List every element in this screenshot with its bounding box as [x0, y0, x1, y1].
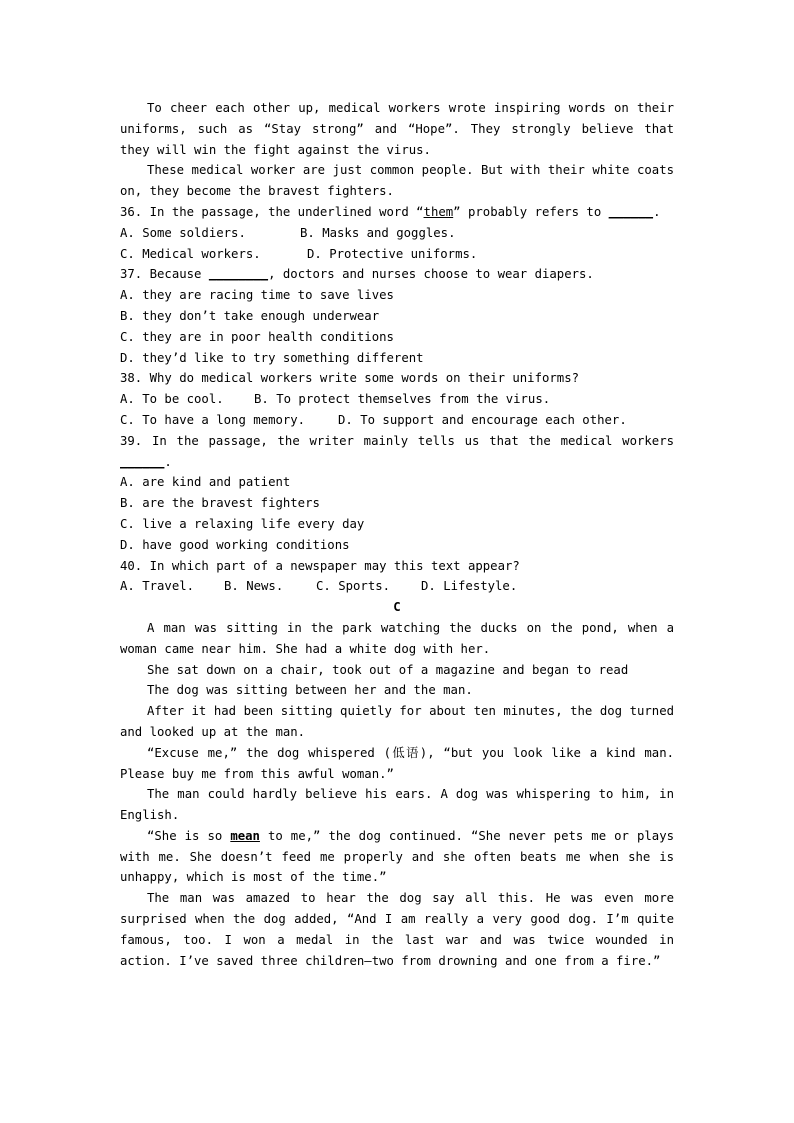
question-39-stem: 39. In the passage, the writer mainly tells us that the medical workers ______.	[120, 433, 674, 469]
option-b: B. they don’t take enough underwear	[120, 308, 380, 323]
option-d: D. Protective uniforms.	[307, 246, 478, 261]
option-d: D. Lifestyle.	[421, 579, 518, 594]
question-40-stem: 40. In which part of a newspaper may this text appear?	[120, 558, 520, 573]
option-a: A. are kind and patient	[120, 475, 291, 490]
option-b: B. are the bravest fighters	[120, 496, 320, 511]
option-a: A. Some soldiers.	[120, 225, 246, 240]
passage-paragraph: After it had been sitting quietly for about ten minutes, the dog turned and looked up at the man.	[120, 704, 674, 739]
passage-paragraph: The dog was sitting between her and the man.	[147, 683, 473, 698]
question-36-options-row-2	[120, 244, 674, 265]
option-b: B. News.	[224, 579, 284, 594]
option-d: D. they’d like to try something different	[120, 350, 424, 365]
underlined-word-them: them	[423, 204, 454, 219]
question-40-options-row	[120, 576, 674, 597]
option-a: A. they are racing time to save lives	[120, 288, 394, 303]
passage-paragraph: To cheer each other up, medical workers wrote inspiring words on their uniforms, such as “Stay strong” and “Hope”. They strongly believe that they will win the fight against the virus.	[120, 101, 674, 157]
passage-paragraph: These medical worker are just common people. But with their white coats on, they become the bravest fighters.	[120, 163, 674, 199]
option-a: A. To be cool.	[120, 392, 224, 407]
question-38-stem: 38. Why do medical workers write some words on their uniforms?	[120, 371, 580, 386]
option-c: C. To have a long memory.	[120, 412, 306, 427]
passage-paragraph: “She is so mean to me,” the dog continued. “She never pets me or plays with me. She doesn’t feed me properly and she often beats me when she is unhappy, which is most of the time.”	[120, 828, 674, 885]
passage-paragraph: The man could hardly believe his ears. A dog was whispering to him, in English.	[120, 787, 674, 823]
option-c: C. live a relaxing life every day	[120, 516, 365, 531]
section-heading-c: C	[393, 600, 401, 615]
passage-paragraph: The man was amazed to hear the dog say all this. He was even more surprised when the dog added, “And I am really a very good dog. I’m quite famous, too. I won a medal in the last war and was twice wounded in action. I’ve saved three children—two from drowning and one from a fire.”	[120, 891, 674, 968]
document-page	[120, 98, 674, 971]
option-d: D. have good working conditions	[120, 537, 350, 552]
answer-blank: ______	[608, 204, 654, 219]
option-c: C. they are in poor health conditions	[120, 329, 394, 344]
question-38-options-row-1	[120, 389, 674, 410]
answer-blank: ______	[120, 454, 165, 469]
passage-paragraph: She sat down on a chair, took out of a magazine and began to read	[147, 662, 629, 677]
passage-paragraph: A man was sitting in the park watching the ducks on the pond, when a woman came near him. She had a white dog with her.	[120, 620, 674, 656]
option-c: C. Medical workers.	[120, 246, 261, 261]
option-b: B. Masks and goggles.	[300, 225, 456, 240]
option-a: A. Travel.	[120, 579, 195, 594]
answer-blank: ________	[208, 267, 269, 282]
option-b: B. To protect themselves from the virus.	[254, 392, 551, 407]
passage-paragraph: “Excuse me,” the dog whispered (低语), “but you look like a kind man. Please buy me from this awful woman.”	[120, 745, 674, 781]
question-37-stem: 37. Because ________, doctors and nurses choose to wear diapers.	[120, 267, 594, 282]
underlined-word-mean: mean	[230, 828, 260, 843]
option-c: C. Sports.	[316, 579, 391, 594]
question-38-options-row-2	[120, 410, 674, 431]
question-36-options-row-1	[120, 223, 674, 244]
question-36-stem: 36. In the passage, the underlined word “them” probably refers to ______.	[120, 204, 661, 219]
option-d: D. To support and encourage each other.	[338, 412, 627, 427]
